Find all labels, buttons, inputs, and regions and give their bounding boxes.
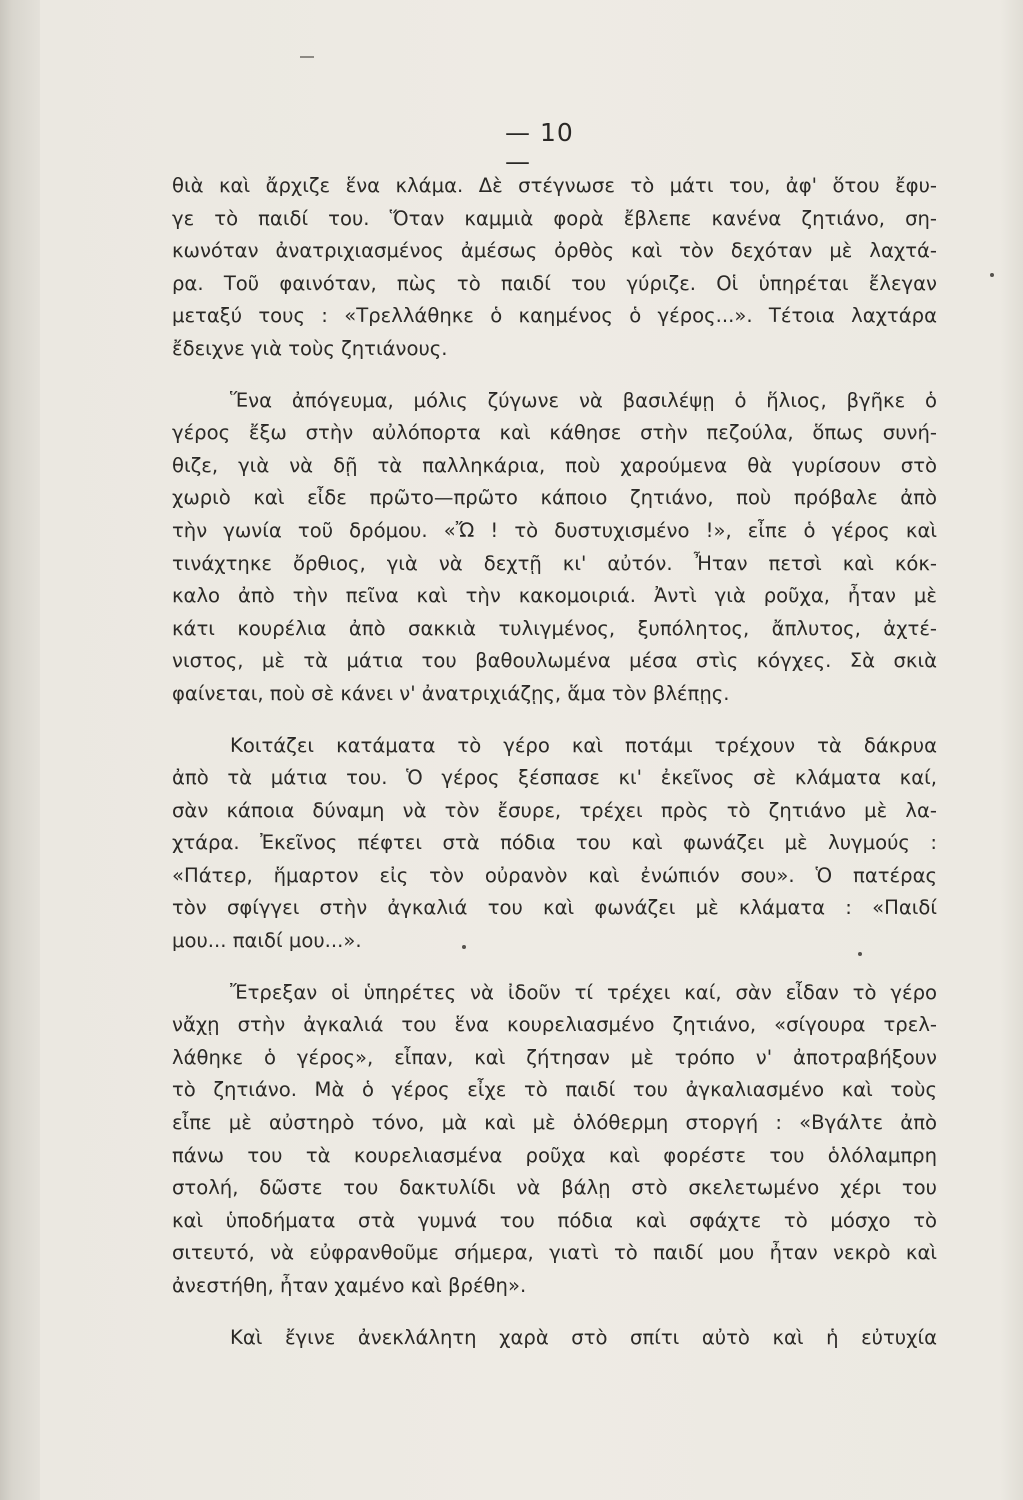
text-line: χτάρα. Ἐκεῖνος πέφτει στὰ πόδια του καὶ φωνάζει μὲ λυγμούς : xyxy=(172,831,937,855)
text-line: Ἔτρεξαν οἱ ὑπηρέτες νὰ ἰδοῦν τί τρέχει καί, σὰν εἶδαν τὸ γέρο xyxy=(230,980,937,1004)
text-line: νἄχῃ στὴν ἀγκαλιά του ἕνα κουρελιασμένο ζητιάνο, «σίγουρα τρελ- xyxy=(172,1013,937,1037)
text-line: Καὶ ἔγινε ἀνεκλάλητη χαρὰ στὸ σπίτι αὐτὸ καὶ ἡ εὐτυχία xyxy=(230,1325,937,1349)
text-line: γε τὸ παιδί του. Ὅταν καμμιὰ φορὰ ἔβλεπε κανένα ζητιάνο, ση- xyxy=(172,206,937,230)
text-line: καλο ἀπὸ τὴν πεῖνα καὶ τὴν κακομοιριά. Ἀντὶ γιὰ ροῦχα, ἦταν μὲ xyxy=(172,584,937,608)
ink-speck xyxy=(462,945,466,949)
text-line: κωνόταν ἀνατριχιασμένος ἀμέσως ὀρθὸς καὶ τὸν δεχόταν μὲ λαχτά- xyxy=(172,239,937,263)
page-number: — 10 — xyxy=(505,118,574,176)
text-line: γέρος ἔξω στὴν αὐλόπορτα καὶ κάθησε στὴν πεζούλα, ὅπως συνή- xyxy=(172,421,937,445)
text-line: πάνω του τὰ κουρελιασμένα ροῦχα καὶ φορέστε του ὁλόλαμπρη xyxy=(172,1143,937,1167)
text-line: κάτι κουρέλια ἀπὸ σακκιὰ τυλιγμένος, ξυπόλητος, ἄπλυτος, ἀχτέ- xyxy=(172,616,937,640)
text-line: ἀπὸ τὰ μάτια του. Ὁ γέρος ξέσπασε κι' ἐκεῖνος σὲ κλάματα καί, xyxy=(172,766,937,790)
text-line: μου... παιδί μου...». xyxy=(172,929,362,953)
text-line: λάθηκε ὁ γέρος», εἶπαν, καὶ ζήτησαν μὲ τρόπο ν' ἀποτραβήξουν xyxy=(172,1045,937,1069)
page-binding-edge xyxy=(0,0,40,1500)
text-line: μεταξύ τους : «Τρελλάθηκε ὁ καημένος ὁ γέρος...». Τέτοια λαχτάρα xyxy=(172,304,937,328)
paragraph-5 xyxy=(172,1322,937,1355)
paragraph-3 xyxy=(172,730,937,958)
text-line: φαίνεται, ποὺ σὲ κάνει ν' ἀνατριχιάζῃς, ἅμα τὸν βλέπῃς. xyxy=(172,681,730,705)
text-line: τὴν γωνία τοῦ δρόμου. «Ὤ ! τὸ δυστυχισμένο !», εἶπε ὁ γέρος καὶ xyxy=(172,518,937,542)
scan-mark xyxy=(300,56,314,58)
text-line: «Πάτερ, ἥμαρτον εἰς τὸν οὐρανὸν καὶ ἐνώπιόν σου». Ὁ πατέρας xyxy=(172,863,937,887)
text-line: τὸ ζητιάνο. Μὰ ὁ γέρος εἶχε τὸ παιδί του ἀγκαλιασμένο καὶ τοὺς xyxy=(172,1078,937,1102)
text-line: χωριὸ καὶ εἶδε πρῶτο—πρῶτο κάποιο ζητιάνο, ποὺ πρόβαλε ἀπὸ xyxy=(172,486,937,510)
text-line: θιζε, γιὰ νὰ δῇ τὰ παλληκάρια, ποὺ χαρούμενα θὰ γυρίσουν στὸ xyxy=(172,453,937,477)
paragraph-4 xyxy=(172,977,937,1303)
text-line: Κοιτάζει κατάματα τὸ γέρο καὶ ποτάμι τρέχουν τὰ δάκρυα xyxy=(230,733,937,757)
page-body xyxy=(172,170,937,1373)
text-line: καὶ ὑποδήματα στὰ γυμνά του πόδια καὶ σφάχτε τὸ μόσχο τὸ xyxy=(172,1208,937,1232)
text-line: σιτευτό, νὰ εὐφρανθοῦμε σήμερα, γιατὶ τὸ παιδί μου ἦταν νεκρὸ καὶ xyxy=(172,1241,937,1265)
ink-speck xyxy=(858,952,862,956)
text-line: ρα. Τοῦ φαινόταν, πὼς τὸ παιδί του γύριζε. Οἱ ὑπηρέται ἔλεγαν xyxy=(172,271,937,295)
text-line: τινάχτηκε ὄρθιος, γιὰ νὰ δεχτῇ κι' αὐτόν. Ἦταν πετσὶ καὶ κόκ- xyxy=(172,551,937,575)
text-line: εἶπε μὲ αὐστηρὸ τόνο, μὰ καὶ μὲ ὁλόθερμη στοργή : «Βγάλτε ἀπὸ xyxy=(172,1111,937,1135)
text-line: τὸν σφίγγει στὴν ἀγκαλιά του καὶ φωνάζει μὲ κλάματα : «Παιδί xyxy=(172,896,937,920)
paragraph-1 xyxy=(172,170,937,366)
text-line: ἀνεστήθη, ἦταν χαμένο καὶ βρέθη». xyxy=(172,1274,527,1297)
text-line: θιὰ καὶ ἄρχιζε ἕνα κλάμα. Δὲ στέγνωσε τὸ μάτι του, ἀφ' ὅτου ἔφυ- xyxy=(172,174,937,197)
ink-speck xyxy=(990,273,994,277)
text-line: στολή, δῶστε του δακτυλίδι νὰ βάλῃ στὸ σκελετωμένο χέρι του xyxy=(172,1176,937,1200)
text-line: ἔδειχνε γιὰ τοὺς ζητιάνους. xyxy=(172,336,448,360)
paragraph-2 xyxy=(172,385,937,711)
text-line: νιστος, μὲ τὰ μάτια του βαθουλωμένα μέσα στὶς κόγχες. Σὰ σκιὰ xyxy=(172,649,937,673)
text-line: σὰν κάποια δύναμη νὰ τὸν ἔσυρε, τρέχει πρὸς τὸ ζητιάνο μὲ λα- xyxy=(172,798,937,822)
text-line: Ἕνα ἀπόγευμα, μόλις ζύγωνε νὰ βασιλέψῃ ὁ ἥλιος, βγῆκε ὁ xyxy=(230,388,937,412)
